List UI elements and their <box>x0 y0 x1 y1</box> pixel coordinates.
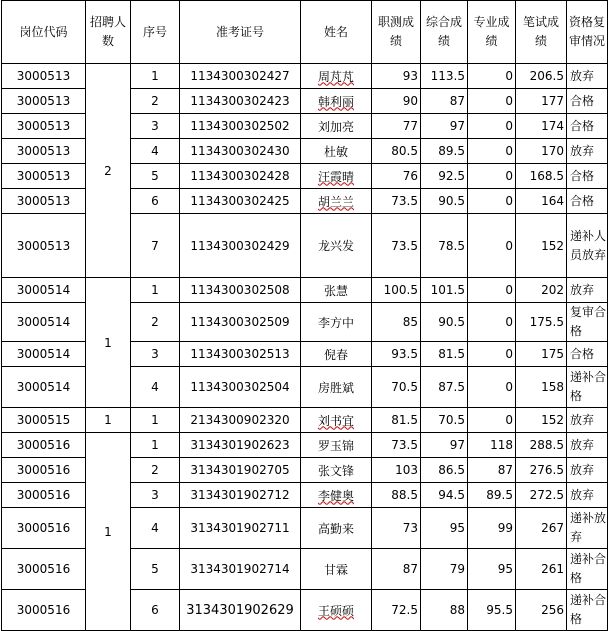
seq-cell: 5 <box>131 549 180 590</box>
written-score-cell: 288.5 <box>516 433 567 458</box>
name-cell <box>301 189 372 214</box>
seq-cell: 1 <box>131 64 180 89</box>
name-cell <box>301 483 372 508</box>
comprehensive-score-cell: 79 <box>421 549 468 590</box>
written-score-cell: 272.5 <box>516 483 567 508</box>
interview-score-cell: 72.5 <box>372 590 421 631</box>
review-status-cell: 合格 <box>567 342 608 367</box>
review-status-cell: 递补合格 <box>567 549 608 590</box>
name-text: 周芃芃 <box>317 69 354 84</box>
name-text: 甘霖 <box>323 562 348 577</box>
comprehensive-score-cell: 92.5 <box>421 164 468 189</box>
name-text: 汪霞晴 <box>317 169 354 184</box>
name-cell <box>301 214 372 278</box>
review-status-cell: 放弃 <box>567 458 608 483</box>
written-score-cell: 164 <box>516 189 567 214</box>
post-code-cell: 3000514 <box>2 342 86 367</box>
written-score-cell: 267 <box>516 508 567 549</box>
review-status-cell: 合格 <box>567 164 608 189</box>
ticket-no-cell: 3134301902712 <box>180 483 301 508</box>
seq-cell: 1 <box>131 278 180 303</box>
interview-score-cell: 77 <box>372 114 421 139</box>
name-text: 倪春 <box>323 347 348 362</box>
interview-score-cell: 100.5 <box>372 278 421 303</box>
comprehensive-score-cell: 95 <box>421 508 468 549</box>
review-status-cell: 递补人员放弃 <box>567 214 608 278</box>
comprehensive-score-cell: 70.5 <box>421 408 468 433</box>
seq-cell: 3 <box>131 342 180 367</box>
comprehensive-score-cell: 78.5 <box>421 214 468 278</box>
ticket-no-cell: 1134300302508 <box>180 278 301 303</box>
interview-score-cell: 87 <box>372 549 421 590</box>
name-cell <box>301 508 372 549</box>
name-text: 韩利丽 <box>317 94 354 109</box>
name-text: 张文锋 <box>317 463 354 478</box>
interview-score-cell: 73 <box>372 508 421 549</box>
recruit-count-cell: 1 <box>86 408 131 433</box>
ticket-no-cell: 1134300302429 <box>180 214 301 278</box>
header-recruit-count: 招聘人数 <box>86 1 131 64</box>
written-score-cell: 152 <box>516 214 567 278</box>
interview-score-cell: 93 <box>372 64 421 89</box>
header-review-status: 资格复审情况 <box>567 1 608 64</box>
professional-score-cell: 89.5 <box>468 483 516 508</box>
review-status-cell: 递补放弃 <box>567 508 608 549</box>
interview-score-cell: 103 <box>372 458 421 483</box>
review-status-cell: 放弃 <box>567 483 608 508</box>
comprehensive-score-cell: 87 <box>421 89 468 114</box>
ticket-no-cell: 1134300302502 <box>180 114 301 139</box>
review-status-cell: 合格 <box>567 89 608 114</box>
review-status-cell: 递补合格 <box>567 590 608 631</box>
comprehensive-score-cell: 97 <box>421 433 468 458</box>
name-text: 王硕硕 <box>317 603 354 618</box>
post-code-cell: 3000513 <box>2 114 86 139</box>
seq-cell: 7 <box>131 214 180 278</box>
seq-cell: 3 <box>131 483 180 508</box>
post-code-cell: 3000514 <box>2 278 86 303</box>
written-score-cell: 152 <box>516 408 567 433</box>
review-status-cell: 合格 <box>567 189 608 214</box>
professional-score-cell: 95.5 <box>468 590 516 631</box>
seq-cell: 3 <box>131 114 180 139</box>
ticket-no-cell: 1134300302430 <box>180 139 301 164</box>
comprehensive-score-cell: 101.5 <box>421 278 468 303</box>
name-cell <box>301 164 372 189</box>
interview-score-cell: 76 <box>372 164 421 189</box>
written-score-cell: 177 <box>516 89 567 114</box>
ticket-no-cell: 1134300302427 <box>180 64 301 89</box>
professional-score-cell: 0 <box>468 114 516 139</box>
professional-score-cell: 0 <box>468 278 516 303</box>
score-table <box>1 0 608 631</box>
comprehensive-score-cell: 90.5 <box>421 189 468 214</box>
ticket-no-cell: 1134300302513 <box>180 342 301 367</box>
ticket-no-cell: 3134301902629 <box>180 590 301 631</box>
ticket-no-cell: 1134300302504 <box>180 367 301 408</box>
ticket-no-cell: 1134300302423 <box>180 89 301 114</box>
post-code-cell: 3000513 <box>2 64 86 89</box>
review-status-cell: 放弃 <box>567 139 608 164</box>
written-score-cell: 175.5 <box>516 303 567 342</box>
name-cell <box>301 342 372 367</box>
seq-cell: 5 <box>131 164 180 189</box>
header-comprehensive-score: 综合成绩 <box>421 1 468 64</box>
professional-score-cell: 0 <box>468 89 516 114</box>
name-cell <box>301 89 372 114</box>
header-ticket-no: 准考证号 <box>180 1 301 64</box>
professional-score-cell: 118 <box>468 433 516 458</box>
ticket-no-cell: 3134301902714 <box>180 549 301 590</box>
seq-cell: 1 <box>131 408 180 433</box>
interview-score-cell: 70.5 <box>372 367 421 408</box>
professional-score-cell: 0 <box>468 408 516 433</box>
professional-score-cell: 0 <box>468 64 516 89</box>
comprehensive-score-cell: 87.5 <box>421 367 468 408</box>
review-status-cell: 复审合格 <box>567 303 608 342</box>
header-written-score: 笔试成绩 <box>516 1 567 64</box>
name-text: 刘加亮 <box>317 119 354 134</box>
name-text: 张慧 <box>323 283 348 298</box>
comprehensive-score-cell: 86.5 <box>421 458 468 483</box>
seq-cell: 2 <box>131 303 180 342</box>
header-seq: 序号 <box>131 1 180 64</box>
post-code-cell: 3000513 <box>2 139 86 164</box>
review-status-cell: 递补合格 <box>567 367 608 408</box>
name-cell <box>301 408 372 433</box>
post-code-cell: 3000515 <box>2 408 86 433</box>
name-text: 刘书宜 <box>317 413 354 428</box>
post-code-cell: 3000516 <box>2 508 86 549</box>
comprehensive-score-cell: 97 <box>421 114 468 139</box>
review-status-cell: 放弃 <box>567 64 608 89</box>
post-code-cell: 3000514 <box>2 367 86 408</box>
interview-score-cell: 73.5 <box>372 433 421 458</box>
interview-score-cell: 93.5 <box>372 342 421 367</box>
post-code-cell: 3000513 <box>2 189 86 214</box>
name-cell <box>301 367 372 408</box>
post-code-cell: 3000516 <box>2 433 86 458</box>
name-cell <box>301 433 372 458</box>
ticket-no-cell: 3134301902705 <box>180 458 301 483</box>
post-code-cell: 3000516 <box>2 590 86 631</box>
post-code-cell: 3000513 <box>2 214 86 278</box>
post-code-cell: 3000514 <box>2 303 86 342</box>
professional-score-cell: 0 <box>468 164 516 189</box>
comprehensive-score-cell: 90.5 <box>421 303 468 342</box>
seq-cell: 4 <box>131 139 180 164</box>
name-text: 罗玉锦 <box>317 438 354 453</box>
name-cell <box>301 303 372 342</box>
post-code-cell: 3000516 <box>2 483 86 508</box>
comprehensive-score-cell: 81.5 <box>421 342 468 367</box>
interview-score-cell: 85 <box>372 303 421 342</box>
table-row <box>2 64 608 89</box>
written-score-cell: 276.5 <box>516 458 567 483</box>
written-score-cell: 175 <box>516 342 567 367</box>
comprehensive-score-cell: 94.5 <box>421 483 468 508</box>
ticket-no-cell: 1134300302428 <box>180 164 301 189</box>
name-cell <box>301 114 372 139</box>
professional-score-cell: 0 <box>468 367 516 408</box>
table-body <box>2 64 608 631</box>
review-status-cell: 放弃 <box>567 433 608 458</box>
ticket-no-cell: 3134301902623 <box>180 433 301 458</box>
name-text: 胡兰兰 <box>317 194 354 209</box>
seq-cell: 4 <box>131 508 180 549</box>
ticket-no-cell: 2134300902320 <box>180 408 301 433</box>
seq-cell: 2 <box>131 89 180 114</box>
name-text: 高勤来 <box>317 521 354 536</box>
recruit-count-cell: 1 <box>86 278 131 408</box>
name-cell <box>301 64 372 89</box>
professional-score-cell: 95 <box>468 549 516 590</box>
professional-score-cell: 87 <box>468 458 516 483</box>
seq-cell: 2 <box>131 458 180 483</box>
written-score-cell: 168.5 <box>516 164 567 189</box>
comprehensive-score-cell: 88 <box>421 590 468 631</box>
interview-score-cell: 81.5 <box>372 408 421 433</box>
ticket-no-cell: 1134300302509 <box>180 303 301 342</box>
header-interview-score: 职测成绩 <box>372 1 421 64</box>
written-score-cell: 256 <box>516 590 567 631</box>
name-cell <box>301 458 372 483</box>
comprehensive-score-cell: 89.5 <box>421 139 468 164</box>
professional-score-cell: 99 <box>468 508 516 549</box>
review-status-cell: 合格 <box>567 114 608 139</box>
name-text: 龙兴发 <box>317 239 354 253</box>
header-name: 姓名 <box>301 1 372 64</box>
seq-cell: 6 <box>131 189 180 214</box>
seq-cell: 4 <box>131 367 180 408</box>
name-cell <box>301 590 372 631</box>
interview-score-cell: 73.5 <box>372 214 421 278</box>
interview-score-cell: 88.5 <box>372 483 421 508</box>
post-code-cell: 3000513 <box>2 164 86 189</box>
ticket-no-cell: 3134301902711 <box>180 508 301 549</box>
name-text: 房胜斌 <box>317 380 354 395</box>
name-cell <box>301 139 372 164</box>
name-text: 杜敏 <box>323 144 348 159</box>
table-row <box>2 278 608 303</box>
professional-score-cell: 0 <box>468 139 516 164</box>
written-score-cell: 261 <box>516 549 567 590</box>
interview-score-cell: 80.5 <box>372 139 421 164</box>
ticket-no-cell: 1134300302425 <box>180 189 301 214</box>
professional-score-cell: 0 <box>468 303 516 342</box>
written-score-cell: 202 <box>516 278 567 303</box>
written-score-cell: 174 <box>516 114 567 139</box>
interview-score-cell: 90 <box>372 89 421 114</box>
table-row <box>2 408 608 433</box>
post-code-cell: 3000516 <box>2 549 86 590</box>
name-cell <box>301 549 372 590</box>
table-row <box>2 433 608 458</box>
header-professional-score: 专业成绩 <box>468 1 516 64</box>
post-code-cell: 3000513 <box>2 89 86 114</box>
professional-score-cell: 0 <box>468 342 516 367</box>
post-code-cell: 3000516 <box>2 458 86 483</box>
header-post-code: 岗位代码 <box>2 1 86 64</box>
seq-cell: 1 <box>131 433 180 458</box>
name-text: 李方中 <box>317 315 354 330</box>
seq-cell: 6 <box>131 590 180 631</box>
recruit-count-cell: 1 <box>86 433 131 631</box>
name-text: 李健奥 <box>317 488 354 503</box>
written-score-cell: 206.5 <box>516 64 567 89</box>
professional-score-cell: 0 <box>468 214 516 278</box>
review-status-cell: 放弃 <box>567 408 608 433</box>
interview-score-cell: 73.5 <box>372 189 421 214</box>
name-cell <box>301 278 372 303</box>
review-status-cell: 放弃 <box>567 278 608 303</box>
comprehensive-score-cell: 113.5 <box>421 64 468 89</box>
table-header <box>2 1 608 64</box>
written-score-cell: 158 <box>516 367 567 408</box>
written-score-cell: 170 <box>516 139 567 164</box>
professional-score-cell: 0 <box>468 189 516 214</box>
recruit-count-cell: 2 <box>86 64 131 278</box>
